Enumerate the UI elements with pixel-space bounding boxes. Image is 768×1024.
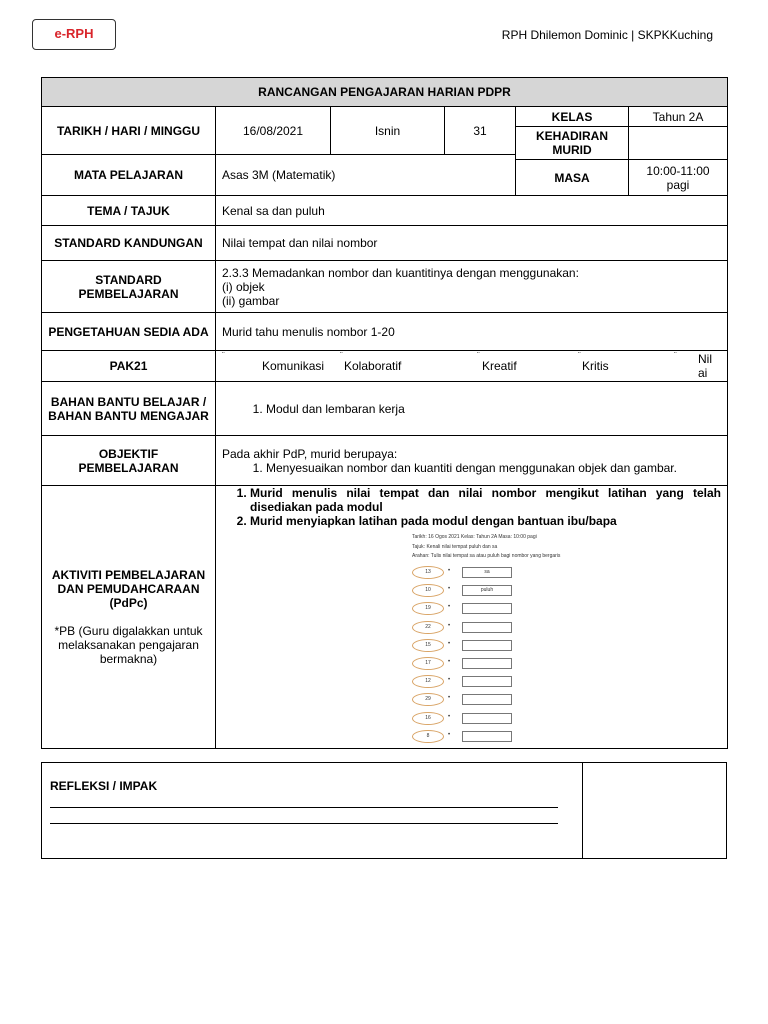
- header-author: RPH Dhilemon Dominic | SKPKKuching: [501, 28, 713, 42]
- kelas-value: Tahun 2A: [629, 107, 728, 127]
- refleksi-label: REFLEKSI / IMPAK: [50, 779, 158, 793]
- worksheet-answer-box: [462, 603, 512, 614]
- worksheet-dot: •: [448, 640, 451, 647]
- masa-value: 10:00-11:00 pagi: [629, 160, 728, 196]
- worksheet-dot: •: [448, 604, 451, 611]
- mata-value: Asas 3M (Matematik): [216, 155, 516, 196]
- worksheet-dot: •: [448, 677, 451, 684]
- objektif-intro: Pada akhir PdP, murid berupaya:: [222, 446, 398, 461]
- sp-label: STANDARD PEMBELAJARAN: [42, 261, 216, 313]
- pak-bullet: ¨: [222, 351, 225, 360]
- minggu-value: 31: [445, 107, 516, 155]
- worksheet-image: [412, 534, 592, 746]
- worksheet-answer-box: [462, 713, 512, 724]
- worksheet-number: 29: [412, 693, 444, 706]
- bahan-item: 1. Modul dan lembaran kerja: [266, 402, 721, 416]
- worksheet-number: 8: [412, 730, 444, 743]
- worksheet-topic: Tajuk: Kenali nilai tempat puluh dan sa: [412, 544, 498, 550]
- worksheet-number: 16: [412, 712, 444, 725]
- worksheet-answer-box: [462, 676, 512, 687]
- masa-label: MASA: [516, 160, 629, 196]
- pak-item-nilai: ai: [698, 366, 708, 380]
- sp-line: 2.3.3 Memadankan nombor dan kuantitinya dengan menggunakan:: [222, 265, 579, 280]
- worksheet-number: 15: [412, 639, 444, 652]
- psa-label: PENGETAHUAN SEDIA ADA: [42, 313, 216, 351]
- psa-value: Murid tahu menulis nombor 1-20: [216, 313, 728, 351]
- worksheet-answer-box: [462, 658, 512, 669]
- aktiviti-label: [42, 486, 216, 749]
- aktiviti-value: [216, 486, 728, 749]
- pak-bullet: ¨: [578, 351, 581, 360]
- tarikh-value: 16/08/2021: [216, 107, 331, 155]
- worksheet-dot: •: [448, 659, 451, 665]
- bahan-label: BAHAN BANTU BELAJAR / BAHAN BANTU MENGAJAR: [42, 382, 216, 436]
- aktiviti-note: *PB (Guru digalakkan untuk melaksanakan pengajaran bermakna): [54, 624, 203, 666]
- pak-value: [216, 351, 728, 382]
- worksheet-answer-box: [462, 640, 512, 651]
- objektif-label: OBJEKTIF PEMBELAJARAN: [42, 436, 216, 486]
- pak-item-nilai: Nil: [698, 352, 712, 366]
- sp-line: (ii) gambar: [222, 293, 280, 308]
- worksheet-answer-box: puluh: [462, 585, 512, 596]
- worksheet-dot: •: [448, 622, 451, 629]
- sk-value: Nilai tempat dan nilai nombor: [216, 226, 728, 261]
- worksheet-dot: •: [448, 731, 451, 738]
- objektif-item: 1. Menyesuaikan nombor dan kuantiti dengan menggunakan objek dan gambar.: [266, 461, 721, 475]
- worksheet-instruction: Arahan: Tulis nilai tempat sa atau puluh bagi nombor yang bergaris: [412, 553, 561, 559]
- worksheet-number: 10: [412, 584, 444, 597]
- tarikh-label: TARIKH / HARI / MINGGU: [42, 107, 216, 155]
- kehadiran-value: [629, 127, 728, 160]
- worksheet-number: 19: [412, 602, 444, 615]
- worksheet-answer-box: [462, 622, 512, 633]
- kehadiran-label: KEHADIRAN MURID: [516, 127, 629, 160]
- sk-label: STANDARD KANDUNGAN: [42, 226, 216, 261]
- sp-value: [216, 261, 728, 313]
- tema-label: TEMA / TAJUK: [42, 196, 216, 226]
- aktiviti-item: 2. Murid menyiapkan latihan pada modul dengan bantuan ibu/bapa: [250, 514, 721, 528]
- pak-label: PAK21: [42, 351, 216, 382]
- pak-item-kolaboratif: Kolaboratif: [344, 359, 402, 373]
- worksheet-dot: •: [448, 568, 451, 574]
- pak-item-kreatif: Kreatif: [482, 359, 517, 373]
- refleksi-line: [50, 823, 558, 824]
- sp-line: (i) objek: [222, 279, 265, 294]
- worksheet-header: Tarikh: 16 Ogos 2021 Kelas: Tahun 2A Masa: 10:00 pagi: [412, 534, 537, 540]
- hari-value: Isnin: [331, 107, 445, 155]
- erph-badge: e-RPH: [32, 19, 116, 50]
- worksheet-dot: •: [448, 695, 451, 702]
- plan-title: RANCANGAN PENGAJARAN HARIAN PDPR: [42, 78, 728, 107]
- pak-item-kritis: Kritis: [582, 359, 609, 373]
- aktiviti-item: 1. Murid menulis nilai tempat dan nilai nombor mengikut latihan yang telah disediakan pada modul: [250, 486, 721, 514]
- worksheet-number: 12: [412, 675, 444, 688]
- worksheet-dot: •: [448, 586, 451, 593]
- aktiviti-label-text: AKTIVITI PEMBELAJARAN DAN PEMUDAHCARAAN (PdPc): [51, 568, 206, 610]
- kelas-label: KELAS: [516, 107, 629, 127]
- objektif-value: [216, 436, 728, 486]
- worksheet-number: 22: [412, 621, 444, 634]
- worksheet-dot: •: [448, 713, 451, 720]
- mata-label: MATA PELAJARAN: [42, 155, 216, 196]
- worksheet-number: 13: [412, 566, 444, 579]
- pak-bullet: ¨: [674, 351, 677, 360]
- bahan-value: [216, 382, 728, 436]
- worksheet-answer-box: [462, 731, 512, 742]
- worksheet-answer-box: sa: [462, 567, 512, 578]
- worksheet-number: 17: [412, 657, 444, 670]
- lesson-plan-table: [41, 77, 728, 749]
- refleksi-line: [50, 807, 558, 808]
- worksheet-answer-box: [462, 694, 512, 705]
- refleksi-section: [41, 762, 727, 859]
- tema-value: Kenal sa dan puluh: [216, 196, 728, 226]
- pak-bullet: ¨: [477, 351, 480, 360]
- pak-item-komunikasi: Komunikasi: [262, 359, 325, 373]
- pak-bullet: ¨: [340, 351, 343, 360]
